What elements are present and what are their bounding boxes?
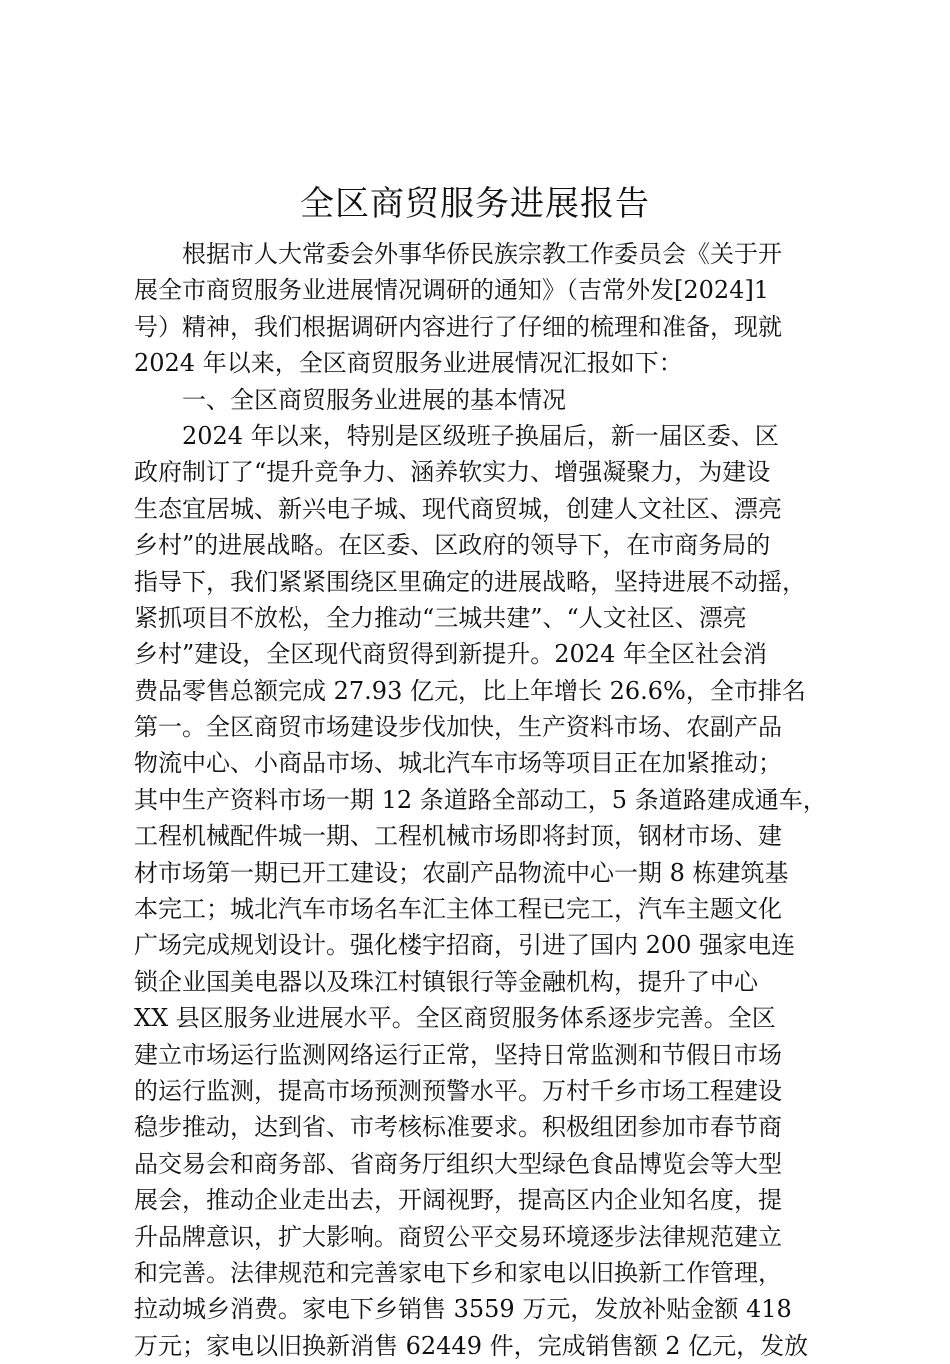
- text-line: 根据市人大常委会外事华侨民族宗教工作委员会《关于开: [182, 240, 782, 268]
- text-line: 升品牌意识，扩大影响。商贸公平交易环境逐步法律规范建立: [134, 1222, 782, 1251]
- text-line: 费品零售总额完成 27.93 亿元，比上年增长 26.6%，全市排名: [134, 676, 806, 705]
- text-line: 紧抓项目不放松，全力推动“三城共建”、“人文社区、漂亮: [134, 603, 747, 632]
- text-line: 展全市商贸服务业进展情况调研的通知》（吉常外发[2024]1: [134, 276, 770, 305]
- text-line: 本完工；城北汽车市场名车汇主体工程已完工，汽车主题文化: [134, 895, 782, 924]
- text-line: 指导下，我们紧紧围绕区里确定的进展战略，坚持进展不动摇，: [134, 567, 806, 596]
- text-line: 展会，推动企业走出去，开阔视野，提高区内企业知名度，提: [134, 1186, 782, 1215]
- text-line: 稳步推动，达到省、市考核标准要求。积极组团参加市春节商: [134, 1113, 782, 1142]
- text-line: 号）精神，我们根据调研内容进行了仔细的梳理和准备，现就: [134, 312, 782, 341]
- text-line: 其中生产资料市场一期 12 条道路全部动工，5 条道路建成通车，: [134, 785, 827, 814]
- text-line: 万元；家电以旧换新消售 62449 件，完成销售额 2 亿元，发放: [134, 1331, 809, 1360]
- text-line: 锁企业国美电器以及珠江村镇银行等金融机构，提升了中心: [134, 967, 758, 996]
- text-line: 生态宜居城、新兴电子城、现代商贸城，创建人文社区、漂亮: [134, 494, 782, 523]
- text-line: 第一。全区商贸市场建设步伐加快，生产资料市场、农副产品: [134, 713, 782, 742]
- text-line: 拉动城乡消费。家电下乡销售 3559 万元，发放补贴金额 418: [134, 1295, 792, 1324]
- text-line: 和完善。法律规范和完善家电下乡和家电以旧换新工作管理，: [134, 1258, 782, 1287]
- text-line: XX 县区服务业进展水平。全区商贸服务体系逐步完善。全区: [134, 1004, 776, 1033]
- text-line: 一、全区商贸服务业进展的基本情况: [182, 385, 566, 414]
- text-line: 品交易会和商务部、省商务厅组织大型绿色食品博览会等大型: [134, 1149, 782, 1178]
- text-line: 的运行监测，提高市场预测预警水平。万村千乡市场工程建设: [134, 1076, 782, 1105]
- text-line: 政府制订了“提升竞争力、涵养软实力、增强凝聚力，为建设: [134, 458, 771, 487]
- text-line: 乡村”的进展战略。在区委、区政府的领导下，在市商务局的: [134, 531, 771, 560]
- document-body: [134, 236, 827, 1364]
- text-line: 材市场第一期已开工建设；农副产品物流中心一期 8 栋建筑基: [134, 858, 789, 887]
- text-line: 物流中心、小商品市场、城北汽车市场等项目正在加紧推动；: [134, 749, 782, 778]
- text-line: 建立市场运行监测网络运行正常，坚持日常监测和节假日市场: [134, 1040, 782, 1069]
- text-line: 工程机械配件城一期、工程机械市场即将封顶，钢材市场、建: [134, 822, 782, 851]
- document-title: 全区商贸服务进展报告: [300, 184, 650, 224]
- text-line: 2024 年以来，特别是区级班子换届后，新一届区委、区: [182, 421, 779, 450]
- text-line: 2024 年以来，全区商贸服务业进展情况汇报如下：: [134, 349, 683, 378]
- text-line: 乡村”建设，全区现代商贸得到新提升。2024 年全区社会消: [134, 640, 767, 669]
- text-line: 广场完成规划设计。强化楼宇招商，引进了国内 200 强家电连: [134, 931, 796, 960]
